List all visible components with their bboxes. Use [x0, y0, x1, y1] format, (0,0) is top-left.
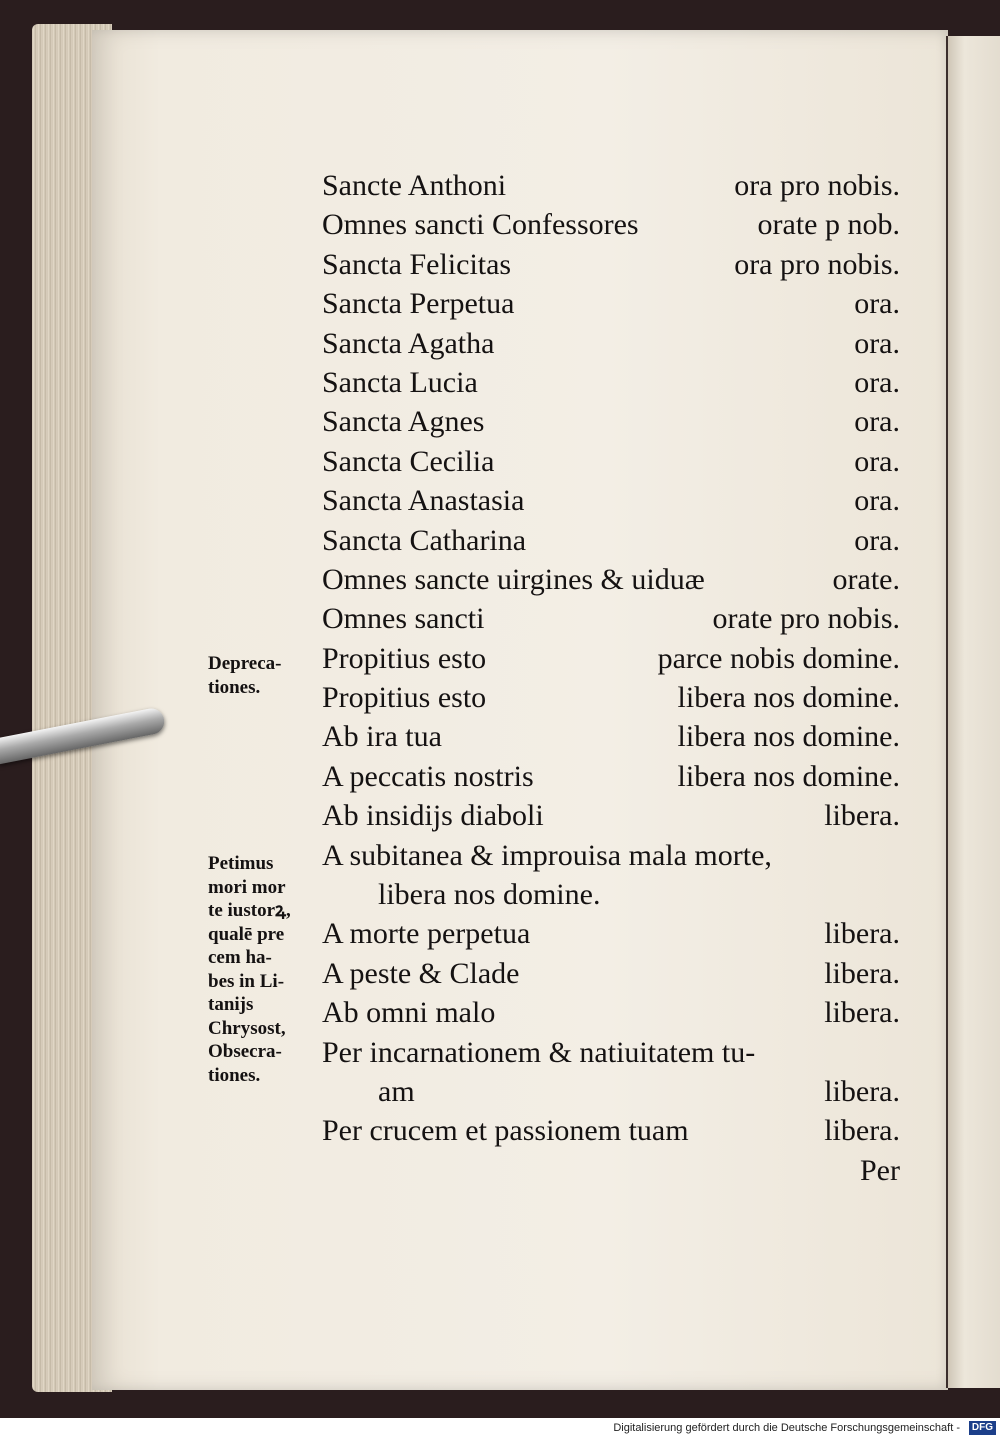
margin-note-line: qualē pre — [208, 923, 285, 945]
margin-note-line: bes in Li- — [208, 970, 285, 992]
margin-note-line: tiones. — [208, 676, 261, 698]
margin-note-line: mori mor — [208, 876, 286, 898]
litany-line-right: libera. — [824, 1074, 900, 1108]
litany-line-left: Ab omni malo — [322, 996, 496, 1030]
litany-line-right: ora. — [854, 484, 900, 518]
litany-line-left: am — [378, 1074, 415, 1108]
litany-line — [322, 757, 900, 796]
litany-line-left: Sancta Cecilia — [322, 444, 495, 478]
litany-line-left: A morte perpetua — [322, 917, 531, 951]
litany-line-right: ora. — [854, 365, 900, 399]
litany-line-left: Sancte Anthoni — [322, 169, 507, 202]
margin-note-line: tanijs — [208, 994, 254, 1015]
margin-note-line: cem ha- — [208, 947, 272, 968]
litany-line-left: Omnes sancti Confessores — [322, 208, 639, 242]
litany-line — [322, 560, 900, 599]
litany-line-right: ora. — [854, 444, 900, 478]
litany-line-left: Sancta Catharina — [322, 523, 527, 557]
margin-note-deprecationes — [208, 652, 282, 699]
litany-line — [322, 836, 900, 875]
litany-line-left: Omnes sancti — [322, 602, 485, 636]
litany-line-right: ora. — [854, 405, 900, 439]
litany-line-right: ora pro nobis. — [734, 169, 900, 202]
litany-line — [322, 324, 900, 363]
litany-text — [322, 166, 900, 1190]
litany-line-right: orate. — [832, 562, 900, 596]
litany-line-right: libera. — [824, 917, 900, 951]
litany-line-right: libera. — [824, 956, 900, 990]
litany-line — [322, 245, 900, 284]
funding-credit-text: Digitalisierung gefördert durch die Deutsche Forschungsgemeinschaft - — [613, 1422, 960, 1434]
litany-line-right: ora. — [854, 523, 900, 557]
litany-line — [322, 442, 900, 481]
margin-note-petimus — [208, 852, 291, 1087]
litany-line — [322, 481, 900, 520]
litany-line — [322, 166, 900, 205]
litany-line — [322, 205, 900, 244]
litany-line — [322, 402, 900, 441]
litany-line-left: A peccatis nostris — [322, 759, 534, 793]
litany-line — [322, 993, 900, 1032]
litany-line-right: orate pro nobis. — [712, 602, 900, 636]
litany-line-right: orate p nob. — [757, 208, 900, 242]
litany-line-left: A peste & Clade — [322, 956, 520, 990]
litany-line — [322, 363, 900, 402]
litany-line-left: Ab ira tua — [322, 720, 442, 754]
litany-line-left: libera nos domine. — [378, 878, 601, 912]
litany-line-left: Propitius esto — [322, 681, 487, 715]
litany-line — [322, 284, 900, 323]
litany-line-right: ora. — [854, 326, 900, 360]
litany-line — [322, 1033, 900, 1072]
catchword-line — [322, 1151, 900, 1190]
litany-line-left: Propitius esto — [322, 641, 487, 675]
litany-line-left: Per incarnationem & natiuitatem tu- — [322, 1035, 756, 1069]
litany-line-right: parce nobis domine. — [657, 641, 900, 675]
litany-line-left: Sancta Perpetua — [322, 287, 515, 321]
margin-note-line: tiones. — [208, 1064, 261, 1086]
litany-line-right: libera. — [824, 1114, 900, 1148]
litany-line-left: Omnes sancte uirgines & uiduæ — [322, 562, 705, 596]
catchword: Per — [860, 1153, 900, 1187]
litany-line-right: libera nos domine. — [677, 720, 900, 754]
litany-line — [322, 599, 900, 638]
litany-line-left: Sancta Anastasia — [322, 484, 525, 518]
litany-line — [322, 1072, 900, 1111]
litany-line — [322, 521, 900, 560]
facing-page-edge — [946, 36, 1000, 1388]
litany-line-left: Per crucem et passionem tuam — [322, 1114, 689, 1148]
litany-line-left: Ab insidijs diaboli — [322, 799, 544, 833]
litany-line-left: A subitanea & improuisa mala morte, — [322, 838, 772, 872]
margin-note-line: Depreca- — [208, 653, 282, 674]
litany-line-left: Sancta Lucia — [322, 365, 478, 399]
litany-line — [322, 875, 900, 914]
litany-line — [322, 678, 900, 717]
litany-line-right: ora pro nobis. — [734, 247, 900, 281]
margin-note-line: Chrysost, — [208, 1017, 286, 1039]
litany-line — [322, 914, 900, 953]
litany-line-right: libera. — [824, 799, 900, 833]
litany-line-right: ora. — [854, 287, 900, 321]
litany-line — [322, 954, 900, 993]
litany-line-right: libera nos domine. — [677, 681, 900, 715]
funding-credit-bar — [0, 1418, 1000, 1438]
litany-line-left: Sancta Agnes — [322, 405, 485, 439]
litany-line — [322, 796, 900, 835]
margin-note-line: Petimus — [208, 853, 274, 874]
litany-line-left: Sancta Agatha — [322, 326, 495, 360]
litany-line — [322, 1111, 900, 1150]
margin-note-line: te iustorꝝ, — [208, 900, 291, 921]
litany-line — [322, 639, 900, 678]
margin-note-line: Obsecra- — [208, 1041, 282, 1062]
litany-line-right: libera nos domine. — [677, 759, 900, 793]
litany-line-right: libera. — [824, 996, 900, 1030]
litany-line — [322, 717, 900, 756]
litany-line-left: Sancta Felicitas — [322, 247, 512, 281]
dfg-logo-icon: DFG — [969, 1421, 996, 1435]
